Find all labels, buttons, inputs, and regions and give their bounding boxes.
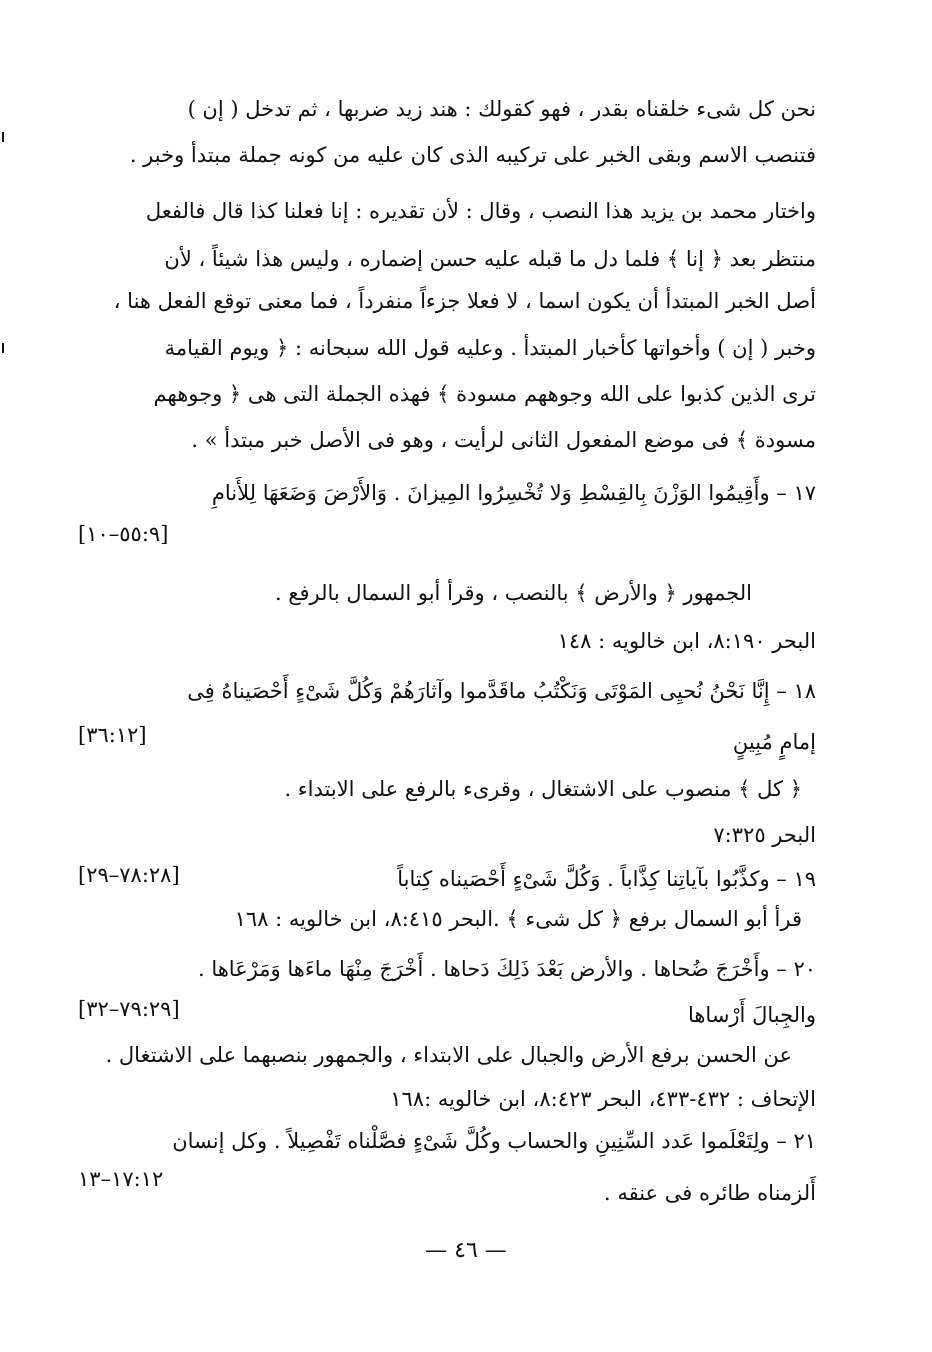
text-line: واختار محمد بن يزيد هذا النصب ، وقال : لأن تقديره : إنا فعلنا كذا قال فالفعل — [145, 199, 816, 223]
verse-line: ١٩ – وكذَّبُوا بآياتِنا كِذَّاباً . وَكُلَّ شَىْءٍ أَحْصَيناه كِتاباً — [397, 867, 816, 891]
text-line: ترى الذين كذبوا على الله وجوههم مسودة ﴾ فهذه الجملة التى هى ﴿ وجوههم — [153, 382, 816, 406]
verse-line: ٢١ – ولِتَعْلَموا عَدد السِّنِينِ والحساب وكُلَّ شَىْءٍ فصَّلْناه تَفْصِيلاً . وكل إنسان — [172, 1129, 816, 1153]
verse-line: إمامٍ مُبِينٍ — [732, 730, 816, 754]
text-line: وخبر ( إن ) وأخواتها كأخبار المبتدأ . وعليه قول الله سبحانه : ﴿ ويوم القيامة — [164, 336, 816, 360]
text-line: أصل الخبر المبتدأ أن يكون اسما ، لا فعلا جزءاً منفرداً ، فما معنى توقع الفعل هنا ، — [113, 289, 816, 313]
text-line: قرأ أبو السمال برفع ﴿ كل شىء ﴾ .البحر ٨:٤١٥، ابن خالويه : ١٦٨ — [234, 907, 802, 931]
verse-line: ١٧ – وأَقِيمُوا الوَزْنَ بِالقِسْطِ وَلا تُخْسِرُوا المِيزانَ . وَالأَرْضَ وَضَعَهَا لِلأَنامِ — [211, 481, 816, 505]
text-line: منتظر بعد ﴿ إنا ﴾ فلما دل ما قبله عليه حسن إضماره ، وليس هذا شيئاً ، لأن — [164, 247, 816, 271]
text-line: مسودة ﴾ فى موضع المفعول الثانى لرأيت ، وهو فى الأصل خبر مبتدأ » . — [191, 428, 816, 452]
verse-line: والجِبالَ أَرْساها — [687, 1003, 816, 1027]
edge-mark — [2, 343, 4, 353]
verse-reference: [٥٥:٩–١٠] — [78, 522, 169, 546]
verse-line: أَلزمناه طائره فى عنقه . — [603, 1181, 816, 1205]
text-line: نحن كل شىء خلقناه بقدر ، فهو كقولك : هند زيد ضربها ، ثم تدخل ( إن ) — [187, 97, 816, 121]
verse-reference: [٣٦:١٢] — [78, 723, 147, 747]
text-line: فتنصب الاسم وبقى الخبر على تركيبه الذى كان عليه من كونه جملة مبتدأ وخبر . — [129, 143, 816, 167]
verse-reference: ١٧:١٢–١٣ — [78, 1167, 164, 1191]
text-line: الجمهور ﴿ والأرض ﴾ بالنصب ، وقرأ أبو السمال بالرفع . — [274, 581, 752, 605]
text-line: عن الحسن برفع الأرض والجبال على الابتداء ، والجمهور بنصبهما على الاشتغال . — [105, 1043, 792, 1067]
edge-mark — [2, 132, 4, 142]
source-line: الإتحاف : ٤٣٢-٤٣٣، البحر ٨:٤٢٣، ابن خالويه :١٦٨ — [390, 1087, 816, 1111]
source-line: البحر ٨:١٩٠، ابن خالويه : ١٤٨ — [557, 629, 816, 653]
page-number: — ٤٦ — — [425, 1238, 507, 1263]
verse-line: ٢٠ – وأَخْرَجَ ضُحاها . والأرض بَعْدَ ذَلِكَ دَحاها . أَخْرَجَ مِنْهَا ماءَها وَمَرْعَاها . — [197, 957, 816, 981]
verse-line: ١٨ – إِنَّا نَحْنُ نُحيِى المَوْتَى وَنَكْتُبُ ماقَدَّموا وآثارَهُمْ وَكُلَّ شَىْءٍ أَحْصَيناهُ فِى — [187, 679, 816, 703]
verse-reference: [٧٨:٢٨–٢٩] — [78, 863, 180, 887]
verse-reference: [٧٩:٢٩–٣٢] — [78, 997, 180, 1021]
source-line: البحر ٧:٣٢٥ — [713, 823, 816, 847]
text-line: ﴿ كل ﴾ منصوب على الاشتغال ، وقرىء بالرفع على الابتداء . — [284, 777, 802, 801]
